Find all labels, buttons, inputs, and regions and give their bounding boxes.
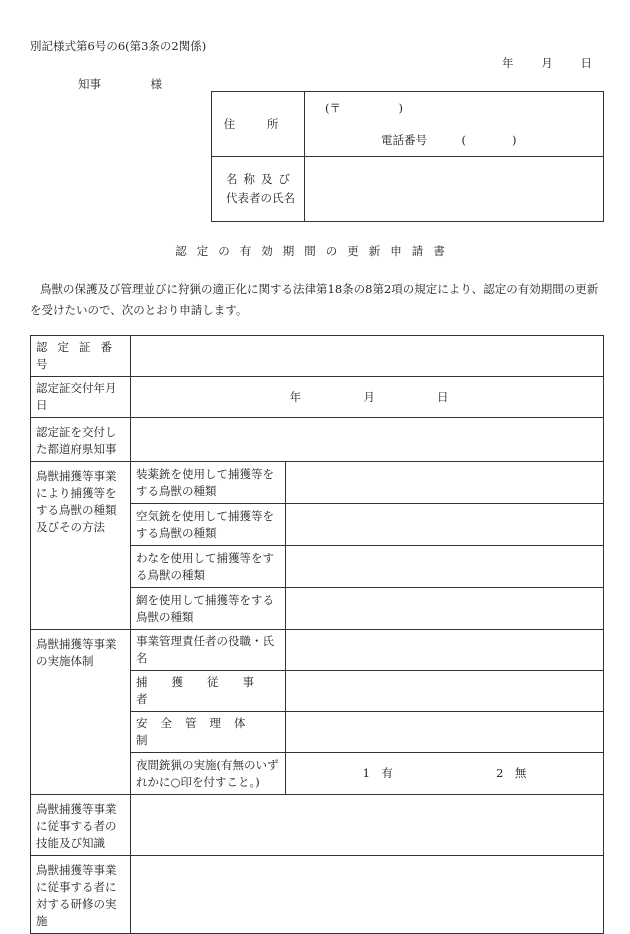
capture-field-airgun[interactable] bbox=[286, 504, 604, 546]
address-field[interactable] bbox=[305, 92, 604, 157]
capture-label-gun: 装薬銃を使用して捕獲等をする鳥獣の種類 bbox=[131, 462, 286, 504]
issue-date-field[interactable] bbox=[131, 377, 604, 418]
header-date bbox=[502, 55, 592, 71]
night-hunting-label: 夜間銃猟の実施(有無のいずれかに○印を付すこと。) bbox=[131, 753, 286, 795]
workers-field[interactable] bbox=[286, 671, 604, 712]
name-label bbox=[212, 157, 305, 222]
training-field[interactable] bbox=[131, 856, 604, 934]
capture-label-airgun: 空気銃を使用して捕獲等をする鳥獣の種類 bbox=[131, 504, 286, 546]
form-number: 別記様式第6号の6(第3条の2関係) bbox=[30, 39, 207, 53]
capture-label-net: 網を使用して捕獲等をする鳥獣の種類 bbox=[131, 588, 286, 630]
intro-text: 鳥獣の保護及び管理並びに狩猟の適正化に関する法律第18条の8第2項の規定により、認定の有効期間の更新を受けたいので、次のとおり申請します。 bbox=[30, 282, 599, 317]
address-label: 住 所 bbox=[212, 92, 305, 157]
workers-label: 捕獲従事者 bbox=[131, 671, 286, 712]
safety-field[interactable] bbox=[286, 712, 604, 753]
cert-number-field[interactable] bbox=[131, 336, 604, 377]
manager-field[interactable] bbox=[286, 630, 604, 671]
training-label: 鳥獣捕獲等事業に従事する者に対する研修の実施 bbox=[31, 856, 131, 934]
addressee-honorific: 様 bbox=[150, 77, 162, 91]
night-option-no[interactable]: 2 無 bbox=[496, 766, 527, 780]
capture-field-trap[interactable] bbox=[286, 546, 604, 588]
system-section-label: 鳥獣捕獲等事業の実施体制 bbox=[31, 630, 131, 795]
header-month-label: 月 bbox=[541, 56, 553, 70]
night-hunting-field[interactable] bbox=[286, 753, 604, 795]
issue-year-label: 年 bbox=[289, 389, 302, 404]
skills-label: 鳥獣捕獲等事業に従事する者の技能及び知識 bbox=[31, 795, 131, 856]
addressee bbox=[78, 76, 162, 92]
issue-date-label: 認定証交付年月日 bbox=[31, 377, 131, 418]
capture-label-trap: わなを使用して捕獲等をする鳥獣の種類 bbox=[131, 546, 286, 588]
issuer-label: 認定証を交付した都道府県知事 bbox=[31, 418, 131, 462]
night-option-yes[interactable]: 1 有 bbox=[362, 766, 393, 780]
main-table bbox=[30, 335, 604, 934]
skills-field[interactable] bbox=[131, 795, 604, 856]
phone-number: 電話番号 ( ) bbox=[381, 133, 517, 147]
issuer-field[interactable] bbox=[131, 418, 604, 462]
document-title: 認定の有効期間の更新申請書 bbox=[175, 244, 455, 258]
capture-field-net[interactable] bbox=[286, 588, 604, 630]
issue-month-label: 月 bbox=[363, 389, 375, 404]
name-label-line1: 名称及び bbox=[226, 172, 296, 186]
capture-section-label: 鳥獣捕獲等事業により捕獲等をする鳥獣の種類及びその方法 bbox=[31, 462, 131, 630]
header-day-label: 日 bbox=[580, 56, 592, 70]
issue-day-label: 日 bbox=[436, 389, 449, 404]
applicant-table bbox=[211, 91, 604, 222]
cert-number-label: 認定証番号 bbox=[31, 336, 131, 377]
postal-code: (〒 ) bbox=[325, 101, 403, 115]
name-label-line2: 代表者の氏名 bbox=[226, 191, 295, 205]
header-year-label: 年 bbox=[502, 56, 514, 70]
capture-field-gun[interactable] bbox=[286, 462, 604, 504]
manager-label: 事業管理責任者の役職・氏名 bbox=[131, 630, 286, 671]
name-field[interactable] bbox=[305, 157, 604, 222]
addressee-title: 知事 bbox=[78, 77, 101, 91]
safety-label: 安全管理体制 bbox=[131, 712, 286, 753]
